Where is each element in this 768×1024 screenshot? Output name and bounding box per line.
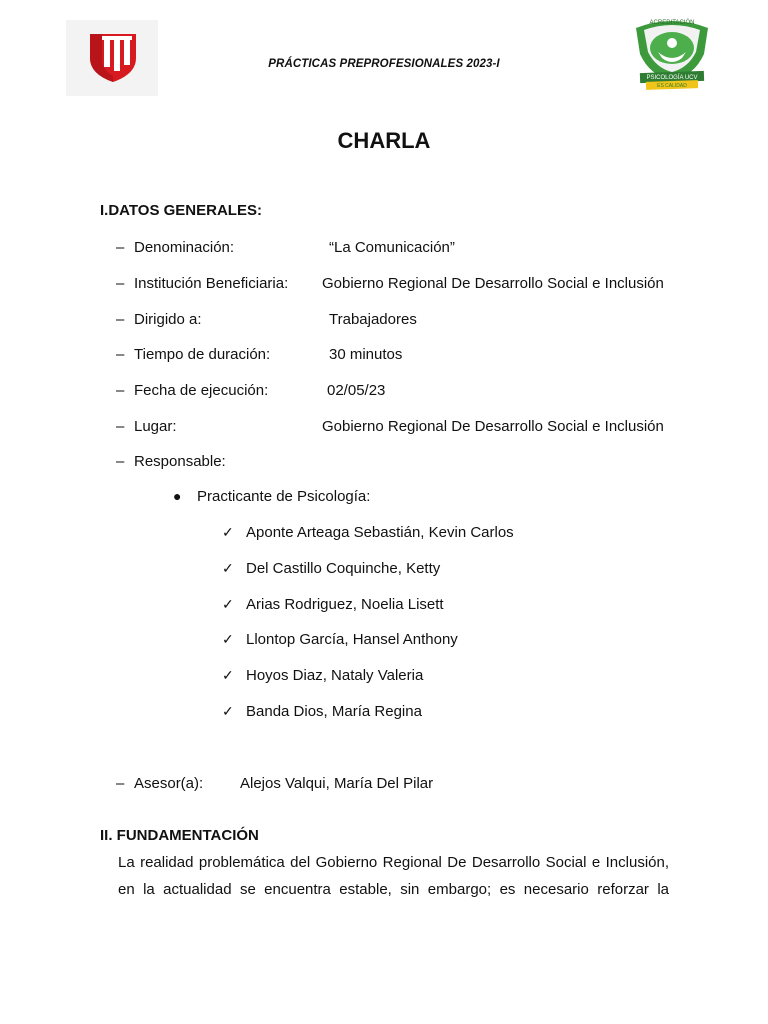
field-value: Gobierno Regional De Desarrollo Social e Inclusión: [322, 418, 664, 435]
field-value: Gobierno Regional De Desarrollo Social e Inclusión: [322, 275, 664, 292]
field-value: Trabajadores: [329, 311, 417, 328]
ucv-shield-icon: [88, 30, 138, 84]
checkmark-icon: ✓: [222, 703, 234, 719]
checkmark-icon: ✓: [222, 631, 234, 647]
accreditation-top-text: ACREDITACIÓN: [649, 20, 695, 26]
accreditation-sub-text: ES CALIDAD: [657, 83, 687, 89]
checkmark-icon: ✓: [222, 560, 234, 576]
section2-heading: II. FUNDAMENTACIÓN: [100, 827, 259, 844]
field-label: Responsable:: [134, 453, 226, 470]
field-label: Lugar:: [134, 418, 177, 435]
practitioner-name: Aponte Arteaga Sebastián, Kevin Carlos: [246, 524, 514, 541]
field-label: Denominación:: [134, 239, 235, 256]
practitioner-name: Del Castillo Coquinche, Ketty: [246, 560, 441, 577]
header-title: PRÁCTICAS PREPROFESIONALES 2023-I: [268, 58, 500, 70]
dash-marker: –: [116, 275, 125, 292]
responsible-group-label: Practicante de Psicología:: [197, 488, 371, 505]
checkmark-icon: ✓: [222, 667, 234, 683]
field-value: 02/05/23: [327, 382, 386, 399]
dash-marker: –: [116, 382, 125, 399]
dash-marker: –: [116, 418, 125, 435]
field-value: 30 minutos: [329, 346, 403, 363]
advisor-value: Alejos Valqui, María Del Pilar: [240, 775, 434, 792]
dash-marker: –: [116, 346, 125, 363]
accreditation-seal-icon: [632, 14, 712, 94]
checkmark-icon: ✓: [222, 596, 234, 612]
field-label: Fecha de ejecución:: [134, 382, 269, 399]
field-value: “La Comunicación”: [329, 239, 455, 256]
accreditation-band-text: PSICOLOGÍA UCV: [646, 75, 698, 81]
section2-line: en la actualidad se encuentra estable, sin embargo; es necesario reforzar la: [118, 881, 669, 898]
accreditation-logo: [632, 14, 712, 99]
document-title: CHARLA: [337, 128, 431, 153]
section2-line: La realidad problemática del Gobierno Regional De Desarrollo Social e Inclusión,: [118, 854, 669, 871]
practitioner-name: Arias Rodriguez, Noelia Lisett: [246, 596, 444, 613]
dash-marker: –: [116, 239, 125, 256]
advisor-label: Asesor(a):: [134, 775, 204, 792]
field-label: Tiempo de duración:: [134, 346, 271, 363]
dash-marker: –: [116, 453, 125, 470]
practitioner-name: Llontop García, Hansel Anthony: [246, 631, 458, 648]
practitioner-name: Hoyos Diaz, Nataly Valeria: [246, 667, 424, 684]
checkmark-icon: ✓: [222, 524, 234, 540]
dash-marker: –: [116, 311, 125, 328]
field-label: Dirigido a:: [134, 311, 202, 328]
practitioner-name: Banda Dios, María Regina: [246, 703, 422, 720]
section1-heading: I.DATOS GENERALES:: [100, 202, 262, 219]
dash-marker: –: [116, 775, 125, 792]
field-label: Institución Beneficiaria:: [134, 275, 289, 292]
bullet-icon: ●: [173, 488, 182, 504]
